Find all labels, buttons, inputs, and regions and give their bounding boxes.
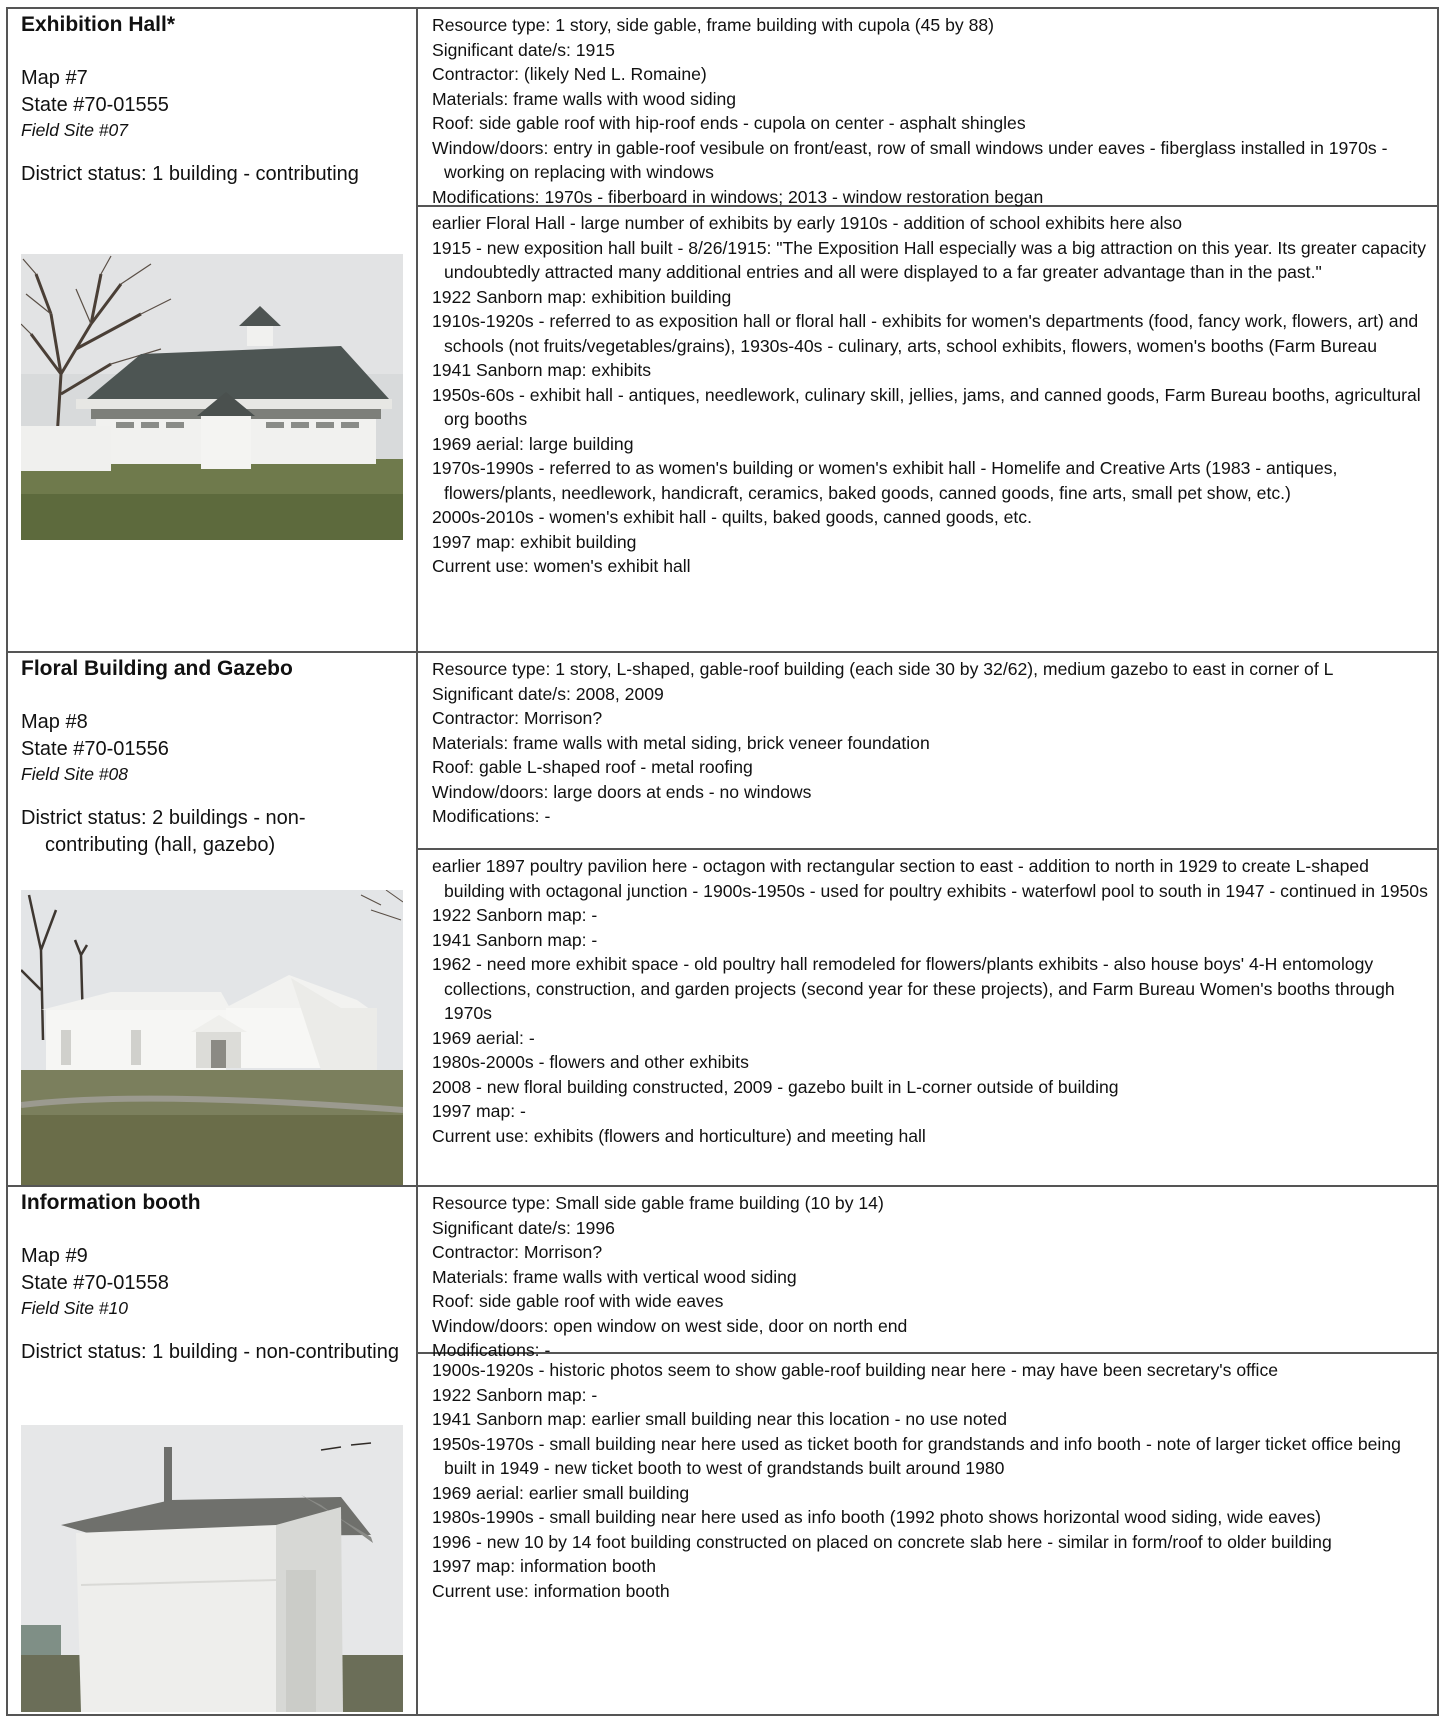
text-line: 1997 map: information booth: [432, 1556, 656, 1576]
text-line: 1922 Sanborn map: -: [432, 905, 598, 925]
entry-name: Exhibition Hall*: [21, 13, 176, 36]
text-line: Current use: exhibits (flowers and horticulture) and meeting hall: [432, 1125, 926, 1146]
entry-name: Information booth: [21, 1191, 201, 1214]
text-line: earlier 1897 poultry pavilion here - octagon with rectangular section to east - addition to north in 1929 to create L-shaped building with octagonal junction - 1900s-1950s - used for poultry exhibits - waterfowl pool to south in 1947 - continued in 1950s: [432, 856, 1428, 901]
text-line: 1969 aerial: -: [432, 1027, 535, 1048]
entry-info-panel: [8, 9, 418, 651]
text-line: Roof: side gable roof with hip-roof ends - cupola on center - asphalt shingles: [432, 113, 1026, 133]
district-status: District status: 1 building - non-contributing: [21, 1341, 399, 1363]
text-line: 1969 aerial: large building: [432, 433, 634, 454]
text-line: Contractor: Morrison?: [432, 1242, 603, 1262]
text-line: Modifications: -: [432, 1340, 551, 1360]
entry-info-panel: [8, 653, 418, 1185]
building-photo: [21, 254, 403, 540]
text-line: Roof: side gable roof with wide eaves: [432, 1291, 724, 1311]
text-line: 1900s-1920s - historic photos seem to show gable-roof building near here - may have been secretary's office: [432, 1360, 1279, 1380]
text-line: Window/doors: entry in gable-roof vesibule on front/east, row of small windows under eaves - fiberglass installed in 1970s - working on replacing with windows: [432, 137, 1388, 182]
text-line: Current use: information booth: [432, 1580, 670, 1601]
text-line: 1997 map: exhibit building: [432, 531, 637, 552]
entry-information-booth: [8, 1187, 1437, 1714]
history-section: [418, 1354, 1437, 1605]
text-line: Window/doors: open window on west side, door on north end: [432, 1315, 908, 1336]
text-line: 1910s-1920s - referred to as exposition hall or floral hall - exhibits for women's departments (food, fancy work, flowers, art) and schools (not fruits/vegetables/grains), 1930s-40s - culinary, arts, school exhibits, flowers, women's booths (Farm Bureau: [432, 311, 1419, 356]
text-line: 1922 Sanborn map: -: [432, 1384, 598, 1405]
text-line: 2000s-2010s - women's exhibit hall - quilts, baked goods, canned goods, etc.: [432, 507, 1032, 527]
text-line: Modifications: 1970s - fiberboard in windows; 2013 - window restoration began: [432, 186, 1044, 207]
entry-detail-panel: [418, 9, 1437, 651]
text-line: Resource type: 1 story, L-shaped, gable-roof building (each side 30 by 32/62), medium gazebo to east in corner of L: [432, 659, 1334, 679]
text-line: 1996 - new 10 by 14 foot building constructed on placed on concrete slab here - similar in form/roof to older building: [432, 1531, 1332, 1552]
text-line: Contractor: (likely Ned L. Romaine): [432, 64, 707, 84]
text-line: 1950s-60s - exhibit hall - antiques, needlework, culinary skill, jellies, jams, and canned goods, Farm Bureau booths, agricultural org booths: [432, 384, 1421, 429]
entry-info-panel: [8, 1187, 418, 1714]
text-line: 1980s-1990s - small building near here used as info booth (1992 photo shows horizontal wood siding, wide eaves): [432, 1507, 1322, 1527]
entry-detail-panel: [418, 653, 1437, 1185]
text-line: 1941 Sanborn map: exhibits: [432, 360, 652, 380]
text-line: Resource type: Small side gable frame building (10 by 14): [432, 1193, 884, 1213]
text-line: earlier Floral Hall - large number of exhibits by early 1910s - addition of school exhibits here also: [432, 213, 1183, 233]
entry-detail-panel: [418, 1187, 1437, 1714]
building-photo: [21, 890, 403, 1185]
text-line: Materials: frame walls with metal siding, brick veneer foundation: [432, 732, 930, 753]
text-line: 1922 Sanborn map: exhibition building: [432, 286, 732, 307]
text-line: Contractor: Morrison?: [432, 708, 603, 728]
history-section: [418, 207, 1437, 581]
text-line: Roof: gable L-shaped roof - metal roofing: [432, 757, 753, 777]
map-number: Map #9: [21, 1245, 88, 1267]
text-line: Modifications: -: [432, 806, 551, 826]
text-line: Significant date/s: 1996: [432, 1217, 615, 1238]
district-status: District status: 1 building - contributing: [21, 163, 359, 185]
text-line: Significant date/s: 1915: [432, 39, 615, 60]
state-number: State #70-01556: [21, 738, 169, 760]
entry-name: Floral Building and Gazebo: [21, 657, 293, 680]
state-number: State #70-01558: [21, 1272, 169, 1294]
text-line: 1915 - new exposition hall built - 8/26/1915: "The Exposition Hall especially was a big attraction on this year. Its greater capacity undoubtedly attracted many additional entries and all were displayed to a far greater advantage than in the past.": [432, 237, 1426, 282]
text-line: Resource type: 1 story, side gable, frame building with cupola (45 by 88): [432, 15, 994, 35]
field-site: Field Site #07: [21, 120, 129, 140]
map-number: Map #7: [21, 67, 88, 89]
text-line: 1962 - need more exhibit space - old poultry hall remodeled for flowers/plants exhibits - also house boys' 4-H entomology collections, construction, and garden projects (second year for these projects), and Farm Bureau Women's booths through 1970s: [432, 954, 1395, 1023]
field-site: Field Site #10: [21, 1298, 129, 1318]
map-number: Map #8: [21, 711, 88, 733]
text-line: 1970s-1990s - referred to as women's building or women's exhibit hall - Homelife and Creative Arts (1983 - antiques, flowers/plants, needlework, handicraft, ceramics, baked goods, canned goods, fine arts, small pet show, etc.): [432, 458, 1338, 503]
text-line: Materials: frame walls with vertical wood siding: [432, 1266, 797, 1287]
text-line: 2008 - new floral building constructed, 2009 - gazebo built in L-corner outside of building: [432, 1076, 1119, 1097]
text-line: 1969 aerial: earlier small building: [432, 1482, 690, 1503]
history-section: [418, 850, 1437, 1150]
field-site: Field Site #08: [21, 764, 129, 784]
text-line: Window/doors: large doors at ends - no windows: [432, 781, 812, 802]
description-section: [418, 1187, 1437, 1360]
description-section: [418, 9, 1437, 207]
text-line: 1950s-1970s - small building near here used as ticket booth for grandstands and info booth - note of larger ticket office being built in 1949 - new ticket booth to west of grandstands built around 1980: [432, 1433, 1401, 1478]
text-line: 1997 map: -: [432, 1101, 526, 1121]
text-line: 1941 Sanborn map: -: [432, 929, 598, 950]
text-line: 1980s-2000s - flowers and other exhibits: [432, 1052, 749, 1072]
district-status: District status: 2 buildings - non-contributing (hall, gazebo): [21, 807, 306, 856]
text-line: Significant date/s: 2008, 2009: [432, 683, 664, 704]
text-line: Materials: frame walls with wood siding: [432, 88, 737, 109]
text-line: 1941 Sanborn map: earlier small building near this location - no use noted: [432, 1409, 1008, 1429]
description-section: [418, 653, 1437, 850]
entry-floral-building: [8, 653, 1437, 1187]
building-photo: [21, 1425, 403, 1712]
text-line: Current use: women's exhibit hall: [432, 556, 691, 576]
document-table: [6, 7, 1439, 1716]
entry-exhibition-hall: [8, 9, 1437, 653]
state-number: State #70-01555: [21, 94, 169, 116]
